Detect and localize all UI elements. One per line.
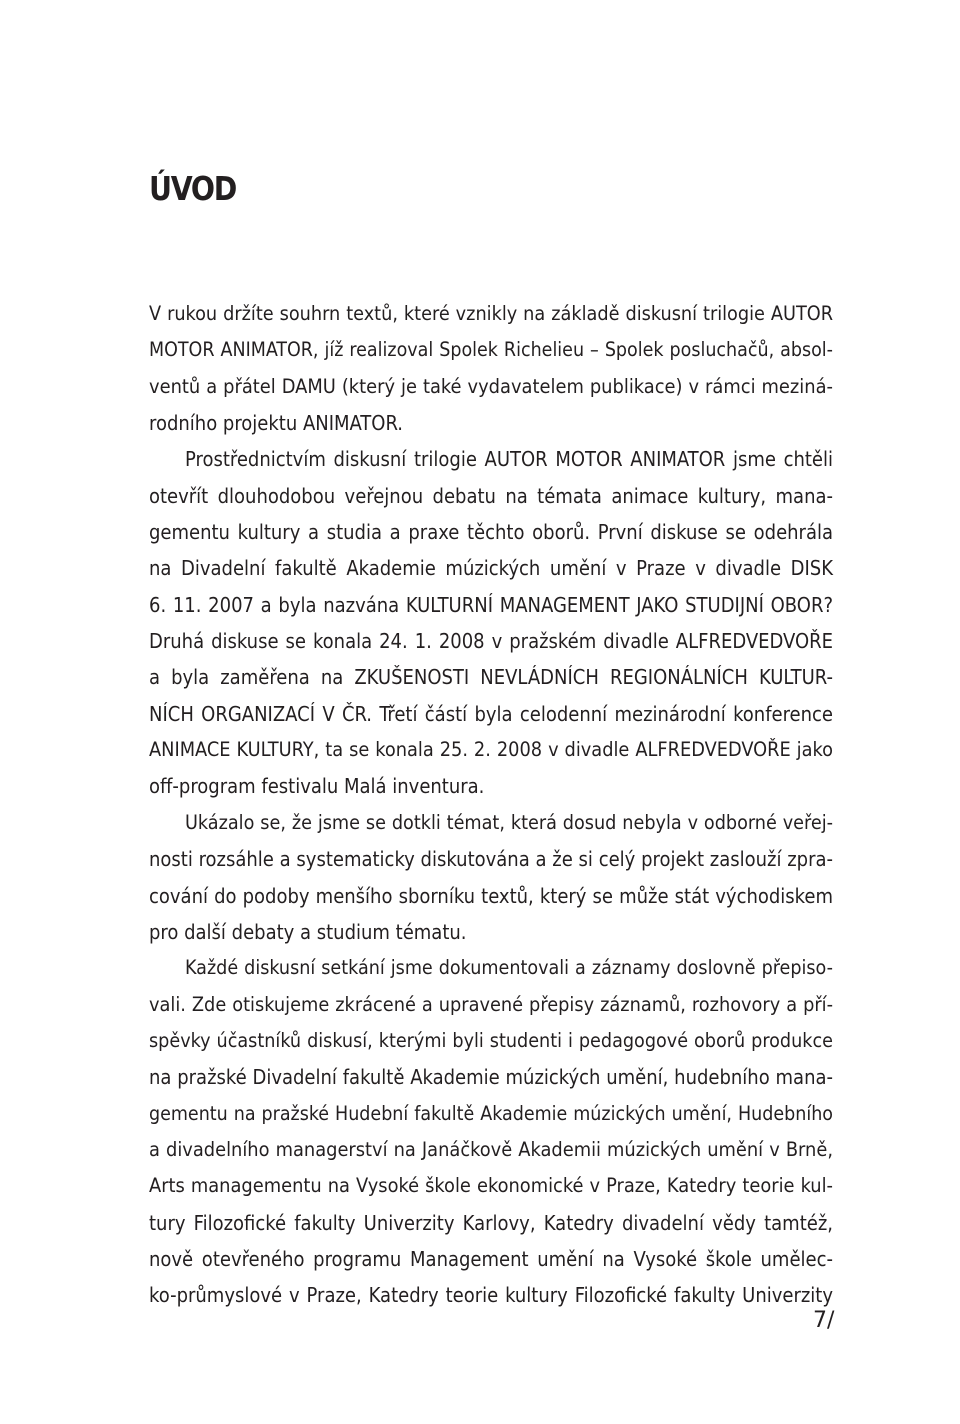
- text-line: MOTOR ANIMATOR, jíž realizoval Spolek Richelieu – Spolek posluchačů, absol-: [149, 338, 833, 362]
- text-line: pro další debaty a studium tématu.: [149, 919, 467, 944]
- text-line: gementu kultury a studia a praxe těchto oborů. První diskuse se odehrála: [149, 520, 833, 545]
- text-line: Každé diskusní setkání jsme dokumentovali a záznamy doslovně přepiso-: [185, 956, 833, 980]
- text-line: a divadelního managerství na Janáčkově Akademii múzických umění v Brně,: [149, 1137, 833, 1161]
- text-line: cování do podoby menšího sborníku textů, který se může stát východiskem: [149, 883, 833, 908]
- text-line: rodního projektu ANIMATOR.: [149, 411, 403, 436]
- text-line: vali. Zde otiskujeme zkrácené a upravené přepisy záznamů, rozhovory a pří-: [149, 992, 833, 1016]
- text-line: nosti rozsáhle a systematicky diskutována a že si celý projekt zaslouží zpra-: [149, 847, 833, 872]
- text-line: ventů a přátel DAMU (který je také vydavatelem publikace) v rámci meziná-: [149, 374, 833, 398]
- text-line: tury Filozofické fakulty Univerzity Karlovy, Katedry divadelní vědy tamtéž,: [149, 1210, 833, 1235]
- text-line: Ukázalo se, že jsme se dotkli témat, která dosud nebyla v odborné veřej-: [185, 810, 833, 834]
- text-line: Druhá diskuse se konala 24. 1. 2008 v pražském divadle ALFREDVEDVOŘE: [149, 629, 833, 654]
- text-line: 6. 11. 2007 a byla nazvána KULTURNÍ MANAGEMENT JAKO STUDIJNÍ OBOR?: [149, 592, 833, 617]
- text-line: otevřít dlouhodobou veřejnou debatu na témata animace kultury, mana-: [149, 483, 833, 508]
- page-number: 7/: [813, 1308, 835, 1333]
- text-line: na Divadelní fakultě Akademie múzických umění v Praze v divadle DISK: [149, 556, 833, 581]
- text-line: a byla zaměřena na ZKUŠENOSTI NEVLÁDNÍCH REGIONÁLNÍCH KULTUR-: [149, 665, 833, 690]
- text-line: Prostřednictvím diskusní trilogie AUTOR MOTOR ANIMATOR jsme chtěli: [185, 447, 833, 472]
- text-line: gementu na pražské Hudební fakultě Akademie múzických umění, Hudebního: [149, 1101, 833, 1125]
- text-line: V rukou držíte souhrn textů, které vznikly na základě diskusní trilogie AUTOR: [149, 302, 833, 325]
- text-line: Arts managementu na Vysoké škole ekonomické v Praze, Katedry teorie kul-: [149, 1174, 833, 1198]
- text-line: na pražské Divadelní fakultě Akademie múzických umění, hudebního mana-: [149, 1065, 833, 1090]
- page-title: ÚVOD: [149, 169, 237, 208]
- text-line: NÍCH ORGANIZACÍ V ČR. Třetí částí byla celodenní mezinárodní konference: [149, 701, 833, 726]
- text-line: ko-průmyslové v Praze, Katedry teorie kultury Filozofické fakulty Univerzity: [149, 1283, 833, 1308]
- text-line: ANIMACE KULTURY, ta se konala 25. 2. 2008 v divadle ALFREDVEDVOŘE jako: [149, 738, 833, 762]
- text-line: nově otevřeného programu Management umění na Vysoké škole umělec-: [149, 1246, 833, 1271]
- text-line: spěvky účastníků diskusí, kterými byli studenti i pedagogové oborů produkce: [149, 1028, 833, 1052]
- text-line: off-program festivalu Malá inventura.: [149, 774, 485, 799]
- body-text: [149, 296, 833, 1314]
